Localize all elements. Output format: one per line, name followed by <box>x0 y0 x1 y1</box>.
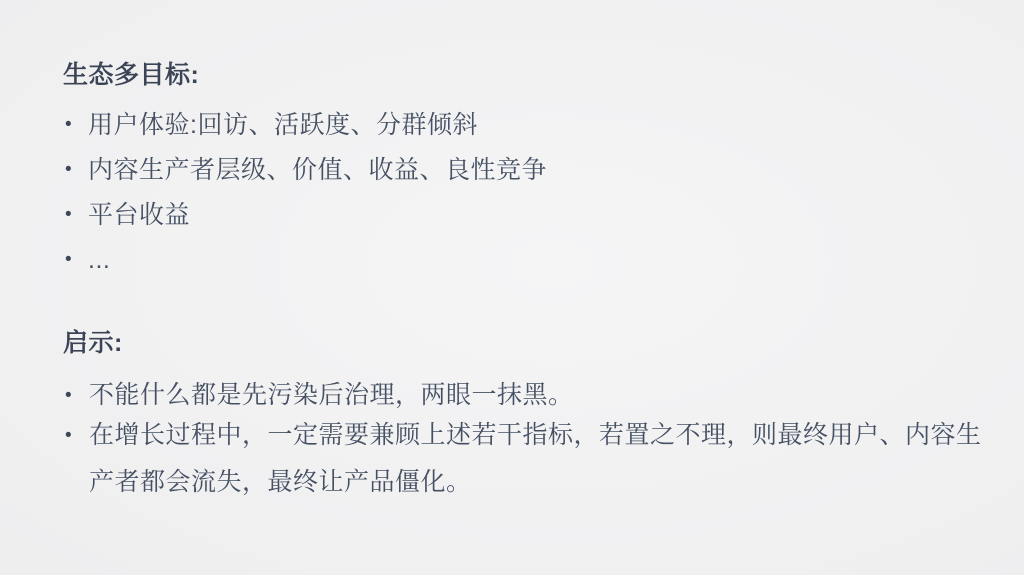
section-title-eco-goals: 生态多目标: <box>63 61 200 89</box>
slide-content <box>63 62 999 506</box>
list-item-content-producers <box>63 157 999 183</box>
insights-bullet-list <box>63 372 999 506</box>
bullet-icon: • <box>65 159 73 180</box>
list-item-ellipsis <box>63 247 999 273</box>
section-insights <box>63 330 999 506</box>
list-item-user-experience <box>63 112 999 138</box>
list-item-text: 内容生产者层级、价值、收益、良性竞争 <box>88 156 548 184</box>
list-item-platform-revenue <box>63 202 999 228</box>
list-item-text: 不能什么都是先污染后治理，两眼一抹黑。 <box>89 381 574 409</box>
list-item-text: 在增长过程中，一定需要兼顾上述若干指标，若置之不理，则最终用户、内容生产者都会流失，最终让产品僵化。 <box>89 421 982 496</box>
bullet-icon: • <box>65 385 73 406</box>
section-eco-multi-goals <box>63 62 999 273</box>
bullet-icon: • <box>65 114 73 135</box>
section-title-insights: 启示: <box>63 329 123 357</box>
list-item-text: ... <box>88 246 111 274</box>
bullet-icon: • <box>65 425 73 446</box>
list-item-growth-balance <box>63 412 991 506</box>
eco-goals-bullet-list <box>63 112 999 273</box>
bullet-icon: • <box>65 249 73 270</box>
list-item-text: 平台收益 <box>88 201 191 229</box>
bullet-icon: • <box>65 204 73 225</box>
list-item-text: 用户体验:回访、活跃度、分群倾斜 <box>88 111 478 139</box>
